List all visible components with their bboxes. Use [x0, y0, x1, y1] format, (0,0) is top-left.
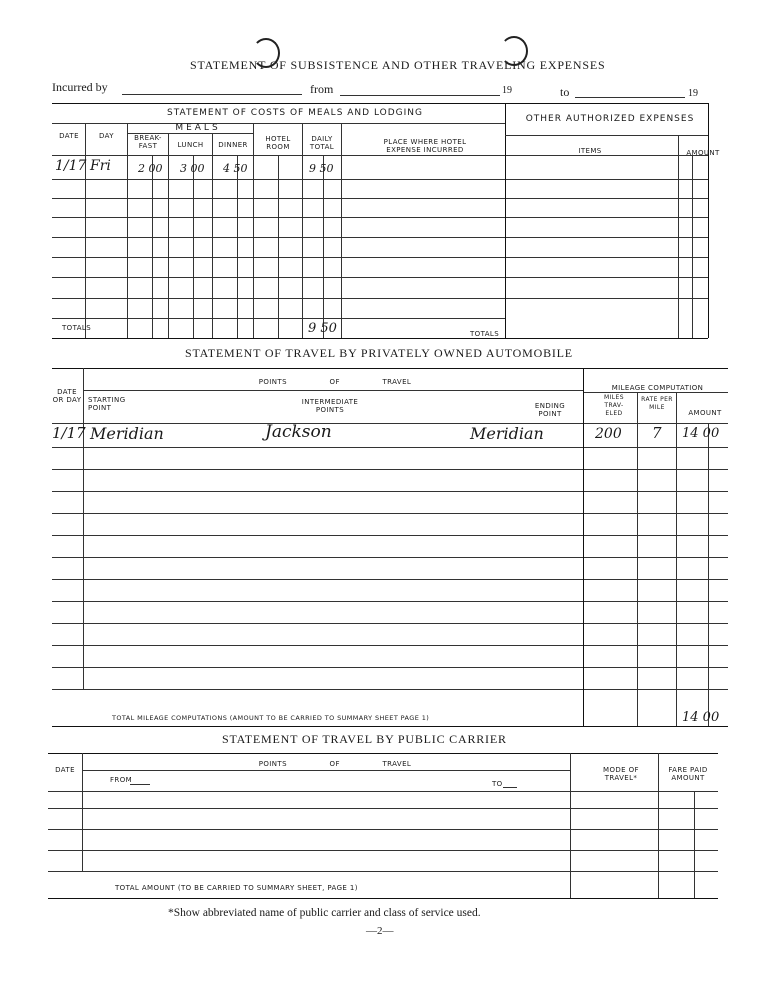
- col-daily-total: DAILY TOTAL: [309, 135, 335, 151]
- col-rate-per-mile: RATE PER MILE: [641, 396, 673, 411]
- auto-entry-ending: Meridian: [470, 424, 544, 443]
- other-expenses-title: OTHER AUTHORIZED EXPENSES: [525, 114, 695, 124]
- footnote: *Show abbreviated name of public carrier and class of service used.: [168, 907, 481, 919]
- col-hotel-room: HOTEL ROOM: [265, 135, 291, 151]
- auto-entry-amount: 14 00: [682, 426, 720, 441]
- carrier-col-points: POINTS OF TRAVEL: [258, 760, 412, 768]
- carrier-section-title: STATEMENT OF TRAVEL BY PUBLIC CARRIER: [222, 732, 507, 746]
- col-points-of-travel: POINTS OF TRAVEL: [258, 378, 412, 386]
- from-date-field[interactable]: [340, 95, 500, 96]
- carrier-col-fare: FARE PAID AMOUNT: [668, 766, 708, 782]
- incurred-by-label: Incurred by: [52, 80, 108, 94]
- col-date-or-day: DATE OR DAY: [52, 388, 82, 404]
- carrier-col-mode: MODE OF TRAVEL*: [603, 766, 639, 782]
- form-title: STATEMENT OF SUBSISTENCE AND OTHER TRAVELING EXPENSES: [190, 58, 606, 72]
- entry-dinner: 4 50: [223, 162, 248, 175]
- to-label: to: [560, 85, 570, 99]
- col-auto-amount: AMOUNT: [688, 409, 722, 417]
- auto-entry-date: 1/17: [52, 424, 86, 442]
- punch-hole-mark: [500, 36, 528, 66]
- auto-entry-miles: 200: [595, 426, 622, 442]
- auto-entry-starting: Meridian: [90, 424, 164, 443]
- page-number: —2—: [366, 925, 394, 937]
- auto-total-value: 14 00: [682, 710, 720, 725]
- carrier-col-to: TO: [492, 780, 503, 788]
- totals-right-label: TOTALS: [470, 330, 500, 338]
- col-mileage-computation: MILEAGE COMPUTATION: [611, 384, 704, 392]
- auto-section-title: STATEMENT OF TRAVEL BY PRIVATELY OWNED AUTOMOBILE: [185, 346, 573, 360]
- entry-breakfast: 2 00: [138, 162, 163, 175]
- auto-entry-intermediate: Jackson: [265, 422, 332, 442]
- col-meals: MEALS: [175, 123, 221, 133]
- meals-section-title: STATEMENT OF COSTS OF MEALS AND LODGING: [166, 108, 423, 118]
- totals-value: 9 50: [308, 321, 337, 336]
- from-label: from: [310, 82, 334, 96]
- entry-daily-total: 9 50: [309, 162, 334, 175]
- carrier-col-date: DATE: [55, 766, 75, 774]
- col-lunch: LUNCH: [177, 141, 204, 149]
- carrier-col-from: FROM: [110, 776, 133, 784]
- punch-hole-mark: [252, 38, 280, 68]
- col-amount: AMOUNT: [686, 149, 720, 157]
- entry-date: 1/17: [55, 158, 87, 174]
- totals-label: TOTALS: [62, 324, 92, 332]
- auto-total-label: TOTAL MILEAGE COMPUTATIONS (AMOUNT TO BE CARRIED TO SUMMARY SHEET PAGE 1): [112, 714, 430, 722]
- year-label: 19: [502, 85, 512, 96]
- year-label: 19: [688, 88, 698, 99]
- auto-entry-rate: 7: [652, 424, 662, 442]
- col-items: ITEMS: [578, 147, 602, 155]
- col-miles-traveled: MILES TRAV-ELED: [604, 394, 624, 417]
- entry-lunch: 3 00: [180, 162, 205, 175]
- to-date-field[interactable]: [575, 97, 685, 98]
- col-breakfast: BREAK-FAST: [134, 134, 162, 150]
- col-dinner: DINNER: [218, 141, 248, 149]
- col-place: PLACE WHERE HOTEL EXPENSE INCURRED: [383, 138, 467, 154]
- col-date: DATE: [59, 132, 79, 140]
- entry-day: Fri: [90, 158, 111, 174]
- col-ending-point: ENDING POINT: [534, 402, 566, 418]
- carrier-total-label: TOTAL AMOUNT (TO BE CARRIED TO SUMMARY SHEET, PAGE 1): [115, 884, 358, 892]
- col-day: DAY: [99, 132, 114, 140]
- col-starting-point: STARTING POINT: [88, 396, 126, 412]
- col-intermediate-points: INTERMEDIATE POINTS: [301, 398, 359, 414]
- incurred-by-field[interactable]: [122, 94, 302, 95]
